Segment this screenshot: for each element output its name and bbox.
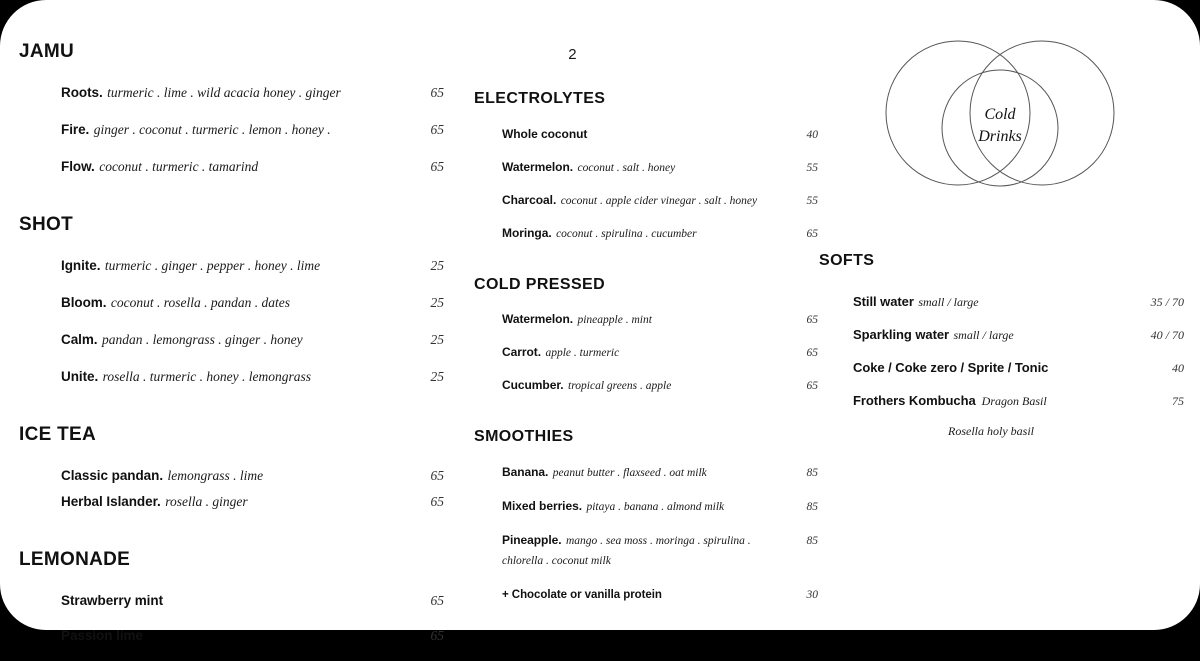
item-text [61,120,410,140]
item-desc: coconut . rosella . pandan . dates [110,294,291,310]
item-name: Charcoal. [502,192,557,207]
menu-item[interactable] [853,391,1184,411]
page-number: 2 [568,46,577,63]
menu-item[interactable] [61,466,444,486]
item-name: Bloom. [61,294,107,310]
item-desc: peanut butter . flaxseed . oat milk [552,466,707,479]
section-softs [819,252,1184,439]
item-price: 25 [430,368,444,384]
section-ice-tea [19,425,444,512]
item-price: 65 [806,347,818,360]
item-name: Passion lime [61,627,143,643]
logo-label [880,104,1120,147]
item-text [853,391,1136,411]
item-name: Fire. [61,121,90,137]
menu-item[interactable] [61,492,444,512]
menu-item[interactable] [61,367,444,387]
item-price: 30 [806,588,818,601]
item-price: 35 / 70 [1150,294,1184,309]
item-price: 65 [806,227,818,240]
item-name: Calm. [61,331,98,347]
item-name: Carrot. [502,345,541,360]
item-list-ice-tea [19,466,444,512]
middle-column [474,90,818,618]
section-title-electrolytes: ELECTROLYTES [474,90,606,107]
item-price: 65 [806,380,818,393]
item-list-smoothies [474,462,818,604]
item-price: 40 [1172,360,1184,375]
right-column [819,252,1184,439]
item-price: 85 [806,534,818,547]
section-electrolytes [474,90,818,243]
section-title-shot: SHOT [19,213,73,235]
item-price: 85 [806,466,818,479]
menu-item[interactable] [502,375,818,395]
item-name: Moringa. [502,225,552,240]
item-desc: small / large [918,294,979,309]
cold-drinks-logo [880,32,1120,207]
item-price: 65 [806,314,818,327]
section-title-smoothies: SMOOTHIES [474,428,574,446]
section-title-jamu: JAMU [19,41,75,62]
item-name: Flow. [61,158,95,174]
item-desc: pineapple . mint [577,314,652,327]
menu-item[interactable] [502,530,818,570]
item-desc: coconut . apple cider vinegar . salt . honey [560,194,758,207]
item-text [502,584,792,604]
item-desc: coconut . salt . honey [577,161,676,174]
item-name: Frothers Kombucha [853,392,976,408]
menu-item[interactable] [61,330,444,350]
item-text [502,223,792,243]
item-desc: lemongrass . lime [167,467,264,483]
section-jamu [19,42,444,177]
item-name: + Chocolate or vanilla protein [502,588,662,601]
menu-item[interactable] [61,626,444,646]
item-name: Watermelon. [502,312,574,327]
item-list-jamu [19,83,444,177]
item-price: 40 / 70 [1150,327,1184,342]
menu-item[interactable] [502,496,818,516]
item-text [502,124,792,144]
menu-item[interactable] [853,292,1184,312]
item-text [853,325,1136,345]
item-text [502,190,792,210]
item-text [61,293,410,313]
menu-item[interactable] [61,293,444,313]
item-text [61,83,410,103]
section-lemonade [19,550,444,646]
menu-item[interactable] [502,124,818,144]
item-price: 65 [430,121,444,137]
item-desc: rosella . ginger [165,493,248,509]
menu-item[interactable] [853,358,1184,378]
item-desc: coconut . spirulina . cucumber [556,227,697,240]
item-price: 25 [430,294,444,310]
item-text [502,375,792,395]
item-text [61,466,410,486]
item-desc: tropical greens . apple [568,380,672,393]
item-price: 55 [806,161,818,174]
item-desc: Dragon Basil [981,393,1047,408]
item-price: 65 [430,467,444,483]
item-name: Strawberry mint [61,592,164,608]
section-cold-pressed [474,276,818,396]
section-title-softs: SOFTS [819,252,875,269]
item-desc: pandan . lemongrass . ginger . honey [101,331,303,347]
item-text [502,157,792,177]
menu-item[interactable] [61,591,444,611]
item-name: Mixed berries. [502,498,583,513]
item-price: 25 [430,257,444,273]
item-name: Unite. [61,368,99,384]
item-name: Classic pandan. [61,467,164,483]
item-desc: apple . turmeric [545,347,620,360]
menu-item[interactable] [61,83,444,103]
item-text [61,367,410,387]
section-title-ice-tea: ICE TEA [19,423,97,445]
menu-item[interactable] [61,157,444,177]
menu-item[interactable] [61,256,444,276]
item-text [61,492,410,512]
item-text [61,626,410,646]
item-name: Ignite. [61,257,101,273]
item-text [502,530,792,570]
item-text [853,292,1136,312]
item-list-cold-pressed [474,309,818,395]
item-name: Coke / Coke zero / Sprite / Tonic [853,359,1049,375]
item-text [61,591,410,611]
item-text [502,309,792,329]
item-desc: turmeric . lime . wild acacia honey . ginger [107,84,341,100]
item-name: Herbal Islander. [61,493,161,509]
section-smoothies [474,428,818,604]
item-price: 65 [430,627,444,643]
item-text [502,462,792,482]
item-text [853,358,1136,378]
item-text [61,330,410,350]
menu-item[interactable] [502,462,818,482]
menu-item[interactable] [853,325,1184,345]
section-title-lemonade: LEMONADE [19,548,131,570]
menu-item[interactable] [502,223,818,243]
item-text [502,496,792,516]
item-price: 85 [806,500,818,513]
item-desc: coconut . turmeric . tamarind [99,158,259,174]
menu-item[interactable] [502,309,818,329]
item-desc: ginger . coconut . turmeric . lemon . honey . [93,121,331,137]
item-text [61,157,410,177]
logo-label-line2: Drinks [978,127,1022,145]
item-desc: pitaya . banana . almond milk [586,500,725,513]
section-title-cold-pressed: COLD PRESSED [474,275,606,293]
item-name: Whole coconut [502,126,588,141]
item-desc: turmeric . ginger . pepper . honey . lime [104,257,321,273]
logo-label-line1: Cold [984,106,1016,123]
item-name: Cucumber. [502,378,564,393]
item-list-electrolytes [474,124,818,243]
item-desc: rosella . turmeric . honey . lemongrass [102,368,312,384]
item-list-softs [819,292,1184,411]
item-name: Sparkling water [853,326,950,342]
left-column [19,42,444,661]
item-price: 65 [430,84,444,100]
kombucha-secondary-flavor: Rosella holy basil [948,423,1034,438]
item-price: 40 [806,128,818,141]
item-price: 65 [430,493,444,509]
item-list-shot [19,256,444,387]
menu-item[interactable] [502,342,818,362]
item-desc: mango . sea moss . moringa . spirulina . chlorella . coconut milk [502,534,751,567]
menu-item[interactable] [502,157,818,177]
item-text [61,256,410,276]
item-price: 55 [806,194,818,207]
section-shot [19,215,444,387]
item-name: Still water [853,293,914,309]
item-name: Banana. [502,464,549,479]
item-list-lemonade [19,591,444,646]
item-price: 65 [430,158,444,174]
item-price: 25 [430,331,444,347]
menu-item[interactable] [502,190,818,210]
item-price: 75 [1172,393,1184,408]
item-desc: small / large [953,327,1014,342]
item-name: Pineapple. [502,532,562,547]
menu-item[interactable] [61,120,444,140]
menu-item-addon[interactable] [502,584,818,604]
item-text [502,342,792,362]
item-name: Roots. [61,84,103,100]
item-price: 65 [430,592,444,608]
item-name: Watermelon. [502,159,574,174]
